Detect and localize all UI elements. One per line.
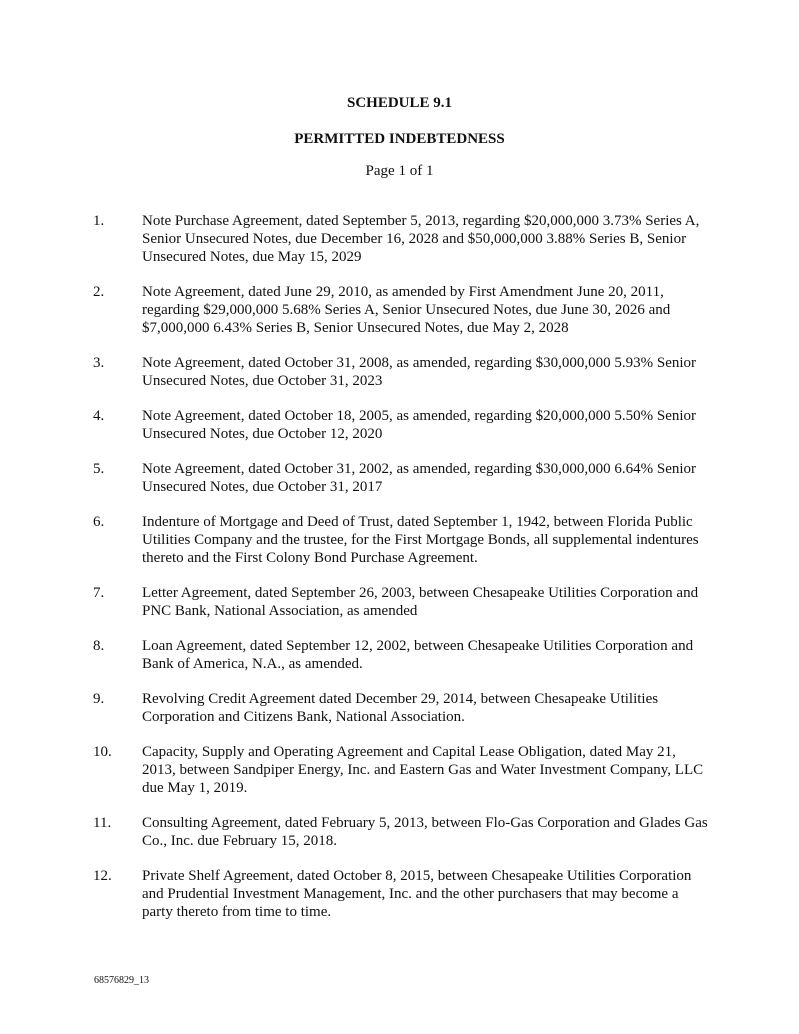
- item-number: 7.: [93, 585, 105, 601]
- item-number: 8.: [93, 638, 105, 654]
- list-item: [0, 814, 799, 850]
- item-text: Note Agreement, dated October 31, 2008, as amended, regarding $30,000,000 5.93% Senior Unsecured Notes, due October 31, 2023: [142, 355, 697, 389]
- list-item: [0, 513, 799, 567]
- item-number: 4.: [93, 408, 105, 424]
- list-item: [0, 690, 799, 726]
- item-text: Capacity, Supply and Operating Agreement and Capital Lease Obligation, dated May 21, 2013, between Sandpiper Energy, Inc. and Eastern Gas and Water Investment Company, LLC due May 1, 2019.: [142, 744, 704, 796]
- item-number: 11.: [93, 815, 112, 831]
- list-item: [0, 584, 799, 620]
- item-text: Note Agreement, dated June 29, 2010, as amended by First Amendment June 20, 2011, regarding $29,000,000 5.68% Series A, Senior Unsecured Notes, due June 30, 2026 and $7,000,000 6.43% Series B, Senior Unsecured Notes, due May 2, 2028: [142, 284, 671, 336]
- section-title: PERMITTED INDEBTEDNESS: [294, 131, 505, 147]
- item-number: 12.: [93, 868, 112, 884]
- list-item: [0, 283, 799, 337]
- item-text: Note Purchase Agreement, dated September 5, 2013, regarding $20,000,000 3.73% Series A, Senior Unsecured Notes, due December 16, 2028 and $50,000,000 3.88% Series B, Senior Unsecured Notes, due May 15, 2029: [142, 213, 700, 265]
- list-item: [0, 637, 799, 673]
- indebtedness-list: [0, 212, 799, 938]
- item-number: 2.: [93, 284, 105, 300]
- list-item: [0, 743, 799, 797]
- item-number: 9.: [93, 691, 105, 707]
- item-text: Indenture of Mortgage and Deed of Trust, dated September 1, 1942, between Florida Public Utilities Company and the trustee, for the First Mortgage Bonds, all supplemental indentures thereto and the First Colony Bond Purchase Agreement.: [142, 514, 699, 566]
- schedule-title: SCHEDULE 9.1: [346, 95, 453, 111]
- page-indicator: Page 1 of 1: [365, 163, 434, 179]
- document-footer-id: 68576829_13: [94, 975, 149, 986]
- item-number: 10.: [93, 744, 112, 760]
- item-text: Revolving Credit Agreement dated December 29, 2014, between Chesapeake Utilities Corporation and Citizens Bank, National Association.: [142, 691, 659, 725]
- list-item: [0, 407, 799, 443]
- item-number: 6.: [93, 514, 105, 530]
- item-text: Consulting Agreement, dated February 5, 2013, between Flo-Gas Corporation and Glades Gas Co., Inc. due February 15, 2018.: [142, 815, 708, 849]
- item-text: Private Shelf Agreement, dated October 8, 2015, between Chesapeake Utilities Corporation and Prudential Investment Management, Inc. and the other purchasers that may become a party thereto from time to time.: [142, 868, 692, 920]
- item-text: Note Agreement, dated October 31, 2002, as amended, regarding $30,000,000 6.64% Senior Unsecured Notes, due October 31, 2017: [142, 461, 697, 495]
- list-item: [0, 354, 799, 390]
- item-number: 5.: [93, 461, 105, 477]
- list-item: [0, 867, 799, 921]
- list-item: [0, 460, 799, 496]
- item-number: 3.: [93, 355, 105, 371]
- item-number: 1.: [93, 213, 105, 229]
- item-text: Note Agreement, dated October 18, 2005, as amended, regarding $20,000,000 5.50% Senior Unsecured Notes, due October 12, 2020: [142, 408, 697, 442]
- item-text: Loan Agreement, dated September 12, 2002, between Chesapeake Utilities Corporation and Bank of America, N.A., as amended.: [142, 638, 694, 672]
- item-text: Letter Agreement, dated September 26, 2003, between Chesapeake Utilities Corporation and PNC Bank, National Association, as amended: [142, 585, 699, 619]
- list-item: [0, 212, 799, 266]
